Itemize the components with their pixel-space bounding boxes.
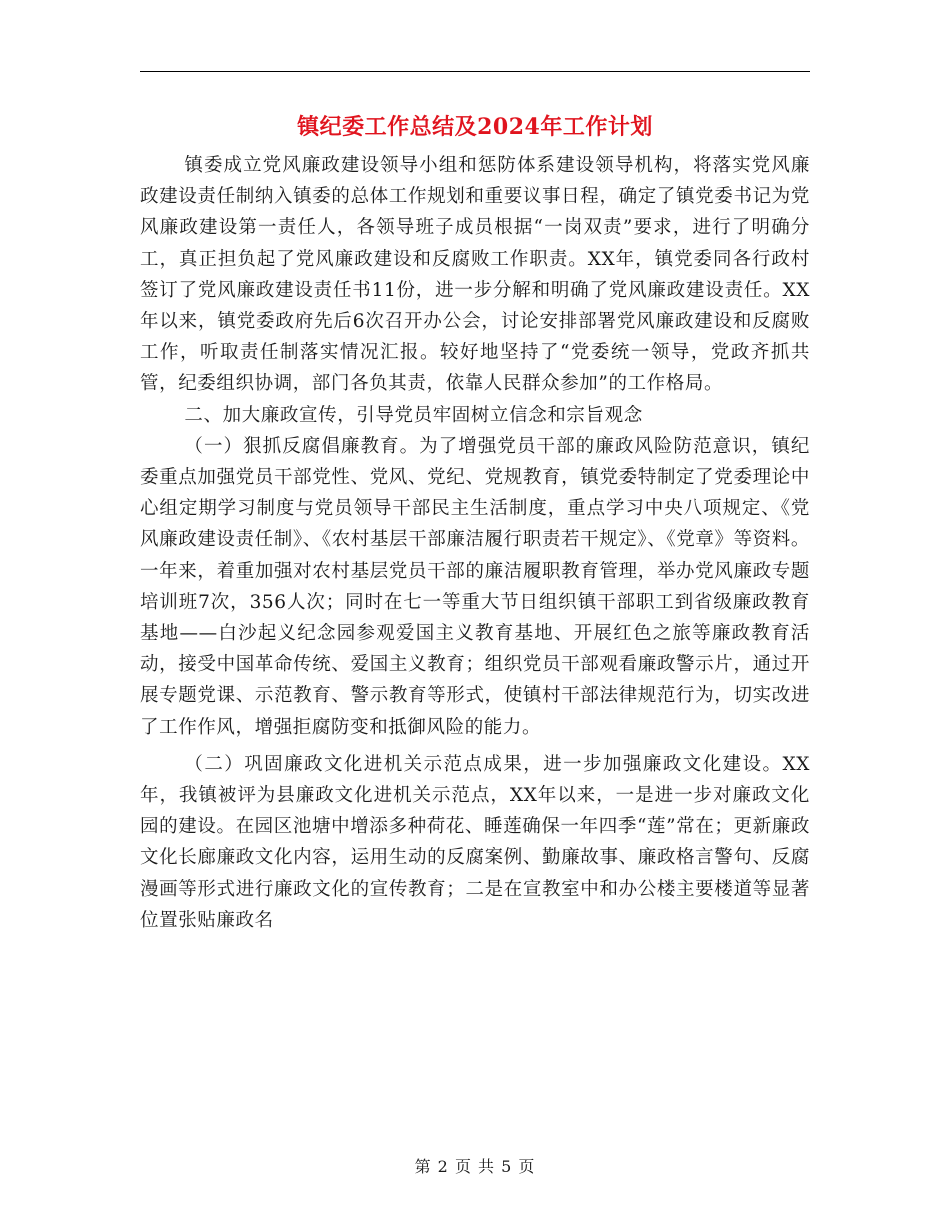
body-paragraph-1: 镇委成立党风廉政建设领导小组和惩防体系建设领导机构，将落实党风廉政建设责任制纳入镇委的总体工作规划和重要议事日程，确定了镇党委书记为党风廉政建设第一责任人，各领导班子成员根据“一岗双责”要求，进行了明确分工，真正担负起了党风廉政建设和反腐败工作职责。XX年，镇党委同各行政村签订了党风廉政建设责任书11份，进一步分解和明确了党风廉政建设责任。XX年以来，镇党委政府先后6次召开办公会，讨论安排部署党风廉政建设和反腐败工作，听取责任制落实情况汇报。较好地坚持了“党委统一领导，党政齐抓共管，纪委组织协调，部门各负其责，依靠人民群众参加”的工作格局。	[140, 155, 810, 395]
document-body	[140, 150, 810, 936]
body-paragraph-4: （二）巩固廉政文化进机关示范点成果，进一步加强廉政文化建设。XX年，我镇被评为县廉政文化进机关示范点，XX年以来，一是进一步对廉政文化园的建设。在园区池塘中增添多种荷花、睡莲确保一年四季“莲”常在；更新廉政文化长廊廉政文化内容，运用生动的反腐案例、勤廉故事、廉政格言警句、反腐漫画等形式进行廉政文化的宣传教育；二是在宣教室中和办公楼主要楼道等显著位置张贴廉政名	[140, 753, 810, 931]
page-number: 第 2 页 共 5 页	[414, 1157, 536, 1176]
section-heading-2: 二、加大廉政宣传，引导党员牢固树立信念和宗旨观念	[184, 404, 643, 426]
header-rule	[140, 71, 810, 72]
body-paragraph-3: （一）狠抓反腐倡廉教育。为了增强党员干部的廉政风险防范意识，镇纪委重点加强党员干部党性、党风、党纪、党规教育，镇党委特制定了党委理论中心组定期学习制度与党员领导干部民主生活制度，重点学习中央八项规定、《党风廉政建设责任制》、《农村基层干部廉洁履行职责若干规定》、《党章》等资料。一年来，着重加强对农村基层党员干部的廉洁履职教育管理，举办党风廉政专题培训班7次，356人次；同时在七一等重大节日组织镇干部职工到省级廉政教育基地——白沙起义纪念园参观爱国主义教育基地、开展红色之旅等廉政教育活动，接受中国革命传统、爱国主义教育；组织党员干部观看廉政警示片，通过开展专题党课、示范教育、警示教育等形式，使镇村干部法律规范行为，切实改进了工作作风，增强拒腐防变和抵御风险的能力。	[140, 435, 810, 738]
document-title: 镇纪委工作总结及2024年工作计划	[297, 114, 653, 140]
